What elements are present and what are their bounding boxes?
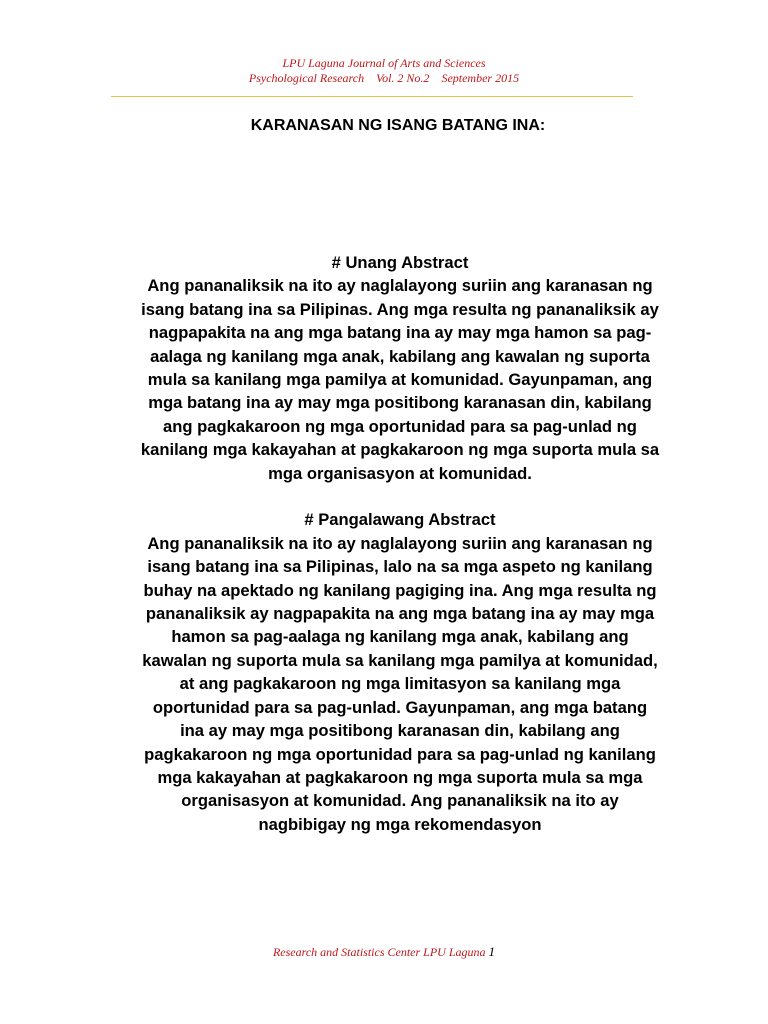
journal-date: September 2015: [441, 71, 520, 85]
page-number: 1: [488, 944, 496, 959]
section-heading: # Unang Abstract: [331, 253, 469, 272]
section-heading: # Pangalawang Abstract: [304, 510, 496, 530]
journal-series: Psychological Research: [248, 71, 365, 85]
section-paragraph: Ang pananaliksik na ito ay naglalayong suriin ang karanasan ng isang batang ina sa Pilipinas, lalo na sa mga aspeto ng kanilang buhay na apektado ng kanilang pagiging ina. Ang mga resulta ng pananaliksik ay nagpapakita na ang mga batang ina ay may mga hamon sa pag-aalaga ng kanilang mga anak, kabilang ang kawalan ng suporta mula sa kanilang mga pamilya at komunidad, at ang pagkakaroon ng mga limitasyon sa kanilang mga oportunidad para sa pag-unlad. Gayunpaman, ang mga batang ina ay may mga positibong karanasan din, kabilang ang pagkakaroon ng mga oportunidad para sa pag-unlad ng kanilang mga kakayahan at pagkakaroon ng mga suporta mula sa mga organisasyon at komunidad. Ang pananaliksik na ito ay nagbibigay ng mga rekomendasyon: [142, 533, 658, 834]
document-body: [140, 251, 660, 860]
journal-name: LPU Laguna Journal of Arts and Sciences: [282, 56, 486, 70]
journal-issue-line: [0, 71, 768, 86]
journal-volume: Vol. 2 No.2: [376, 71, 430, 85]
page-title: KARANASAN NG ISANG BATANG INA:: [250, 117, 546, 134]
header-divider: [111, 96, 633, 97]
section-paragraph: Ang pananaliksik na ito ay naglalayong suriin ang karanasan ng isang batang ina sa Pilipinas. Ang mga resulta ng pananaliksik ay nagpapakita na ang mga batang ina ay may mga hamon sa pag-aalaga ng kanilang mga anak, kabilang ang kawalan ng suporta mula sa kanilang mga pamilya at komunidad. Gayunpaman, ang mga batang ina ay may mga positibong karanasan din, kabilang ang pagkakaroon ng mga oportunidad para sa pag-unlad ng kanilang mga kakayahan at pagkakaroon ng mga suporta mula sa mga organisasyon at komunidad.: [140, 276, 660, 483]
abstract-section-1: [140, 251, 660, 485]
footer-text: Research and Statistics Center LPU Laguna: [272, 945, 486, 959]
page-footer: [0, 944, 768, 960]
abstract-section-2: [140, 508, 660, 836]
